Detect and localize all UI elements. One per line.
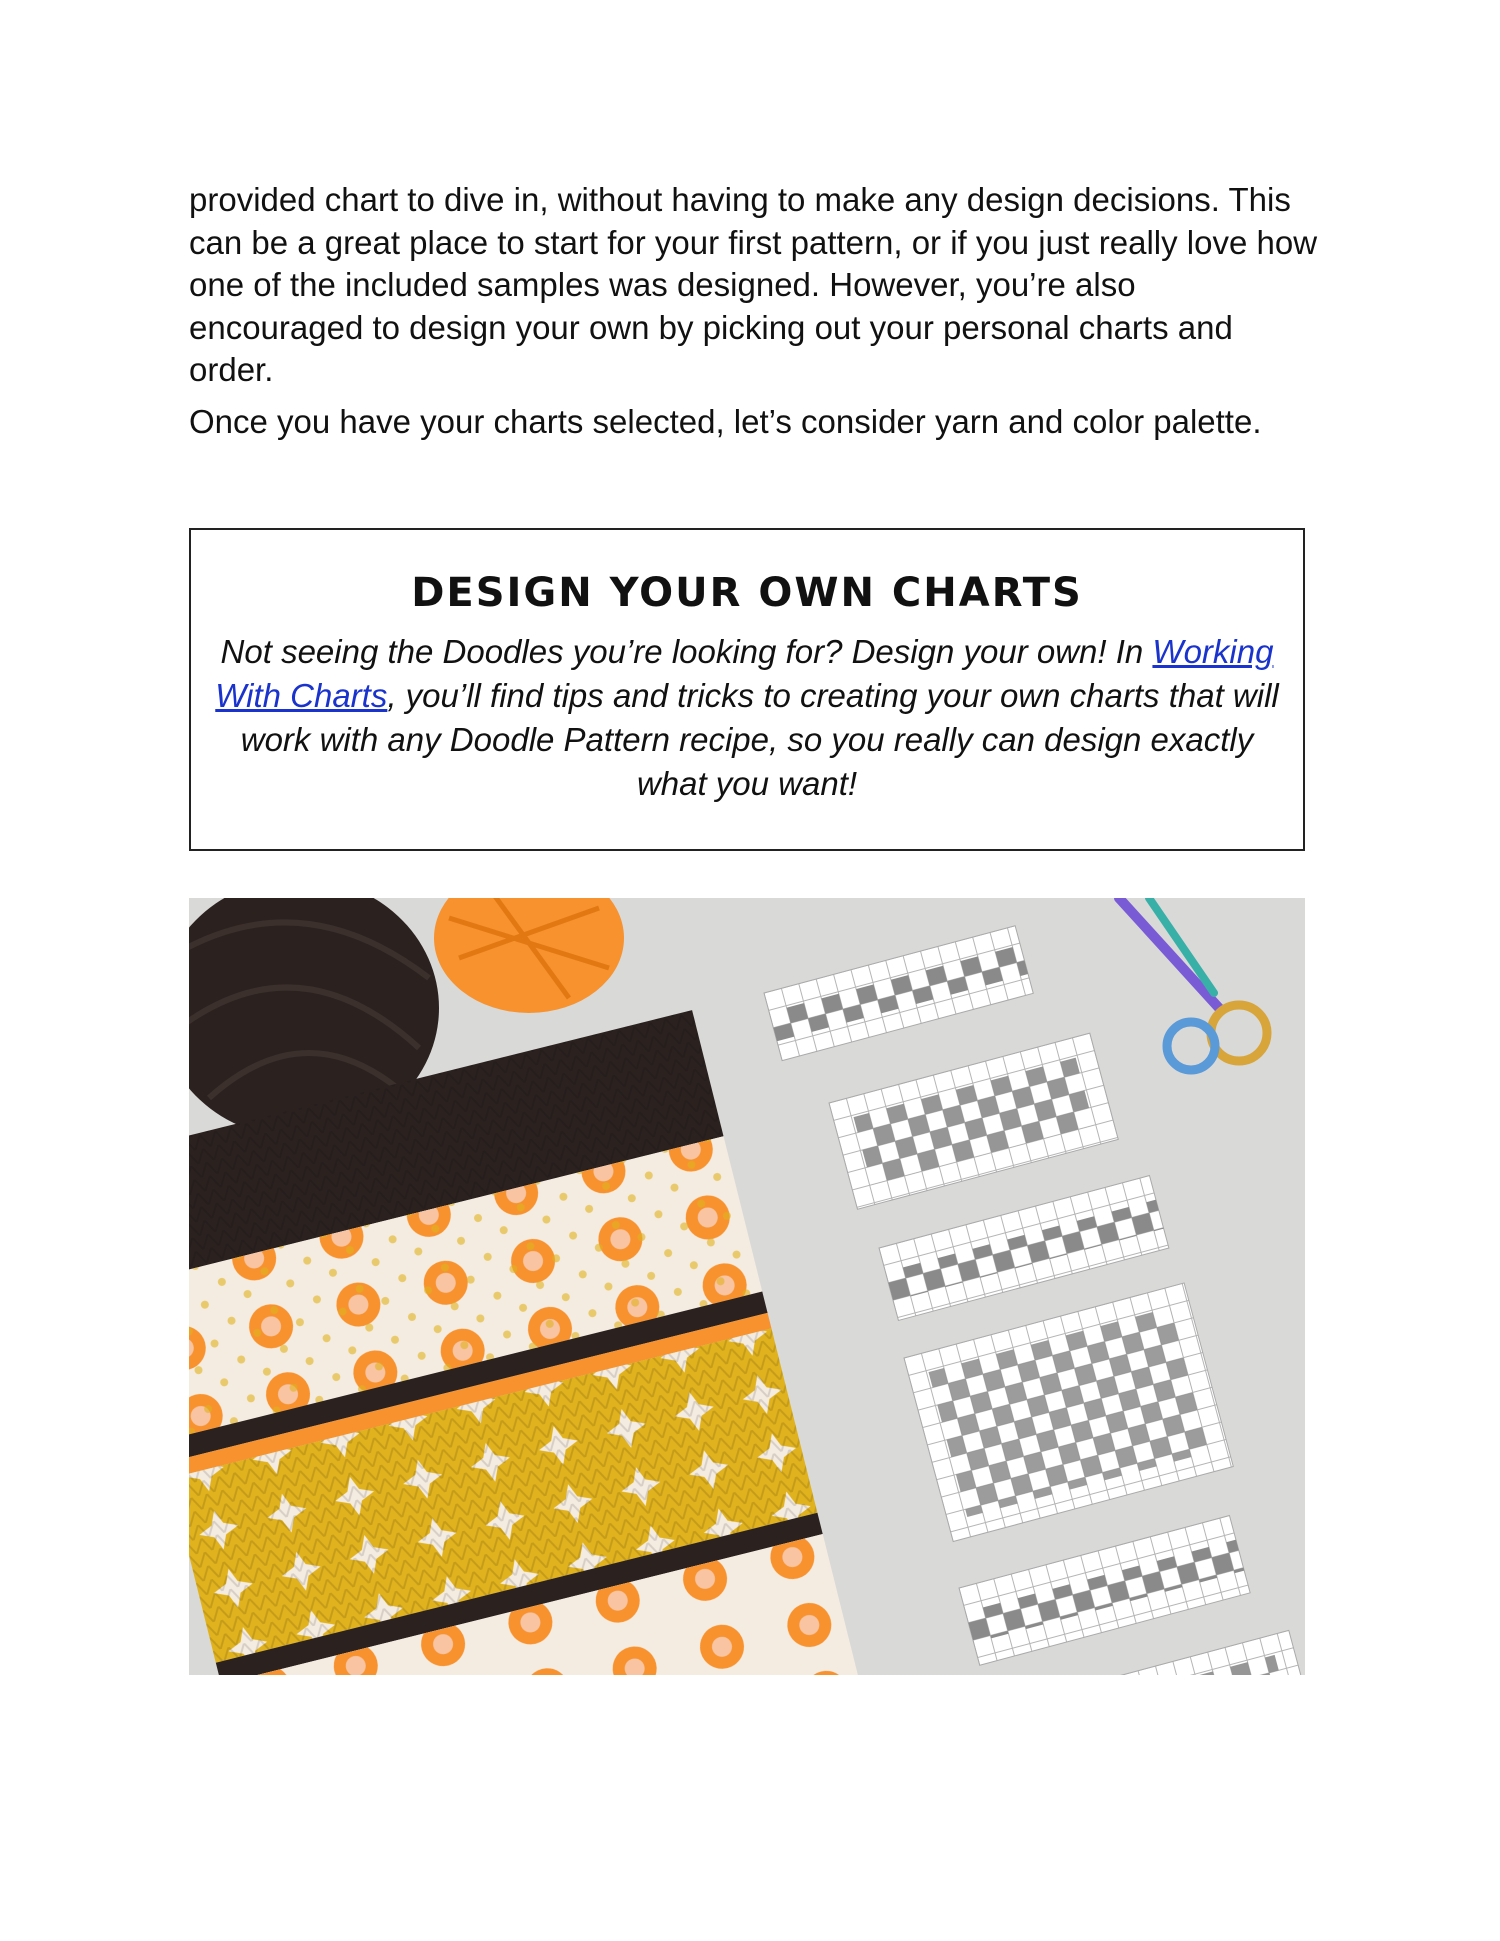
knitted-cowl-photo xyxy=(189,898,1305,1675)
photo-illustration xyxy=(189,898,1305,1675)
design-your-own-callout xyxy=(189,528,1305,851)
body-paragraph-1: provided chart to dive in, without having to make any design decisions. This can be a great place to start for your first pattern, or if you just really love how one of the included samples was designed. However, you’re also encouraged to design your own by picking out your personal charts and order. xyxy=(189,181,1318,388)
callout-text xyxy=(211,630,1283,806)
callout-text-after: , you’ll find tips and tricks to creating your own charts that will work with any Doodle Pattern recipe, so you really can design exactly what you want! xyxy=(240,677,1279,802)
body-paragraph-2: Once you have your charts selected, let’s consider yarn and color palette. xyxy=(189,403,1262,440)
working-with-charts-link[interactable]: Working With Charts xyxy=(215,633,1274,714)
callout-title: DESIGN YOUR OWN CHARTS xyxy=(411,570,1083,616)
callout-text-before: Not seeing the Doodles you’re looking for? Design your own! In xyxy=(220,633,1153,670)
